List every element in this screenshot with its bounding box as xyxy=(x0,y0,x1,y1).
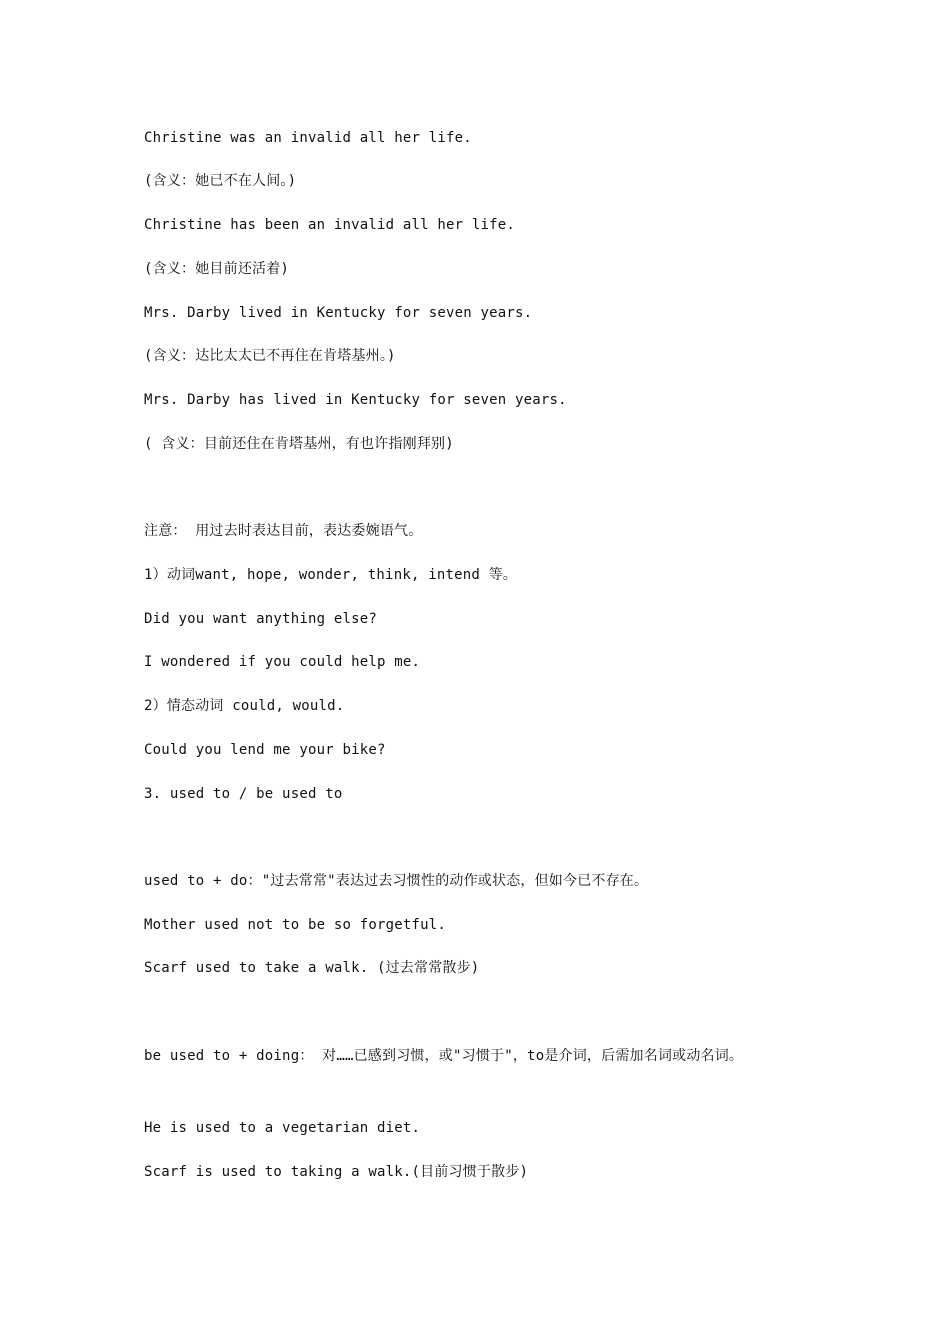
example-sentence: He is used to a vegetarian diet. xyxy=(144,1120,421,1136)
section-heading: 3. used to / be used to xyxy=(144,786,343,802)
example-sentence: Scarf used to take a walk. (过去常常散步) xyxy=(144,960,480,976)
meaning-note: (含义：她目前还活着) xyxy=(144,261,290,277)
example-sentence: Mother used not to be so forgetful. xyxy=(144,917,447,933)
example-sentence: Scarf is used to taking a walk.(目前习惯于散步) xyxy=(144,1164,529,1180)
meaning-note: ( 含义：目前还住在肯塔基州，有也许指刚拜别) xyxy=(144,436,454,452)
example-sentence: Could you lend me your bike? xyxy=(144,742,386,758)
rule-item: be used to + doing： 对……已感到习惯，或"习惯于"，to是介词，后需加名词或动名词。 xyxy=(144,1048,744,1064)
meaning-note: (含义：达比太太已不再住在肯塔基州。) xyxy=(144,348,396,364)
rule-item: used to + do："过去常常"表达过去习惯性的动作或状态，但如今已不存在。 xyxy=(144,873,649,889)
example-sentence: Did you want anything else? xyxy=(144,611,377,627)
example-sentence: Christine has been an invalid all her life. xyxy=(144,217,516,233)
rule-item: 1）动词want, hope, wonder, think, intend 等。 xyxy=(144,567,518,583)
rule-item: 2）情态动词 could, would. xyxy=(144,698,345,714)
example-sentence: Christine was an invalid all her life. xyxy=(144,130,472,146)
example-sentence: Mrs. Darby lived in Kentucky for seven years. xyxy=(144,305,533,321)
example-sentence: I wondered if you could help me. xyxy=(144,654,421,670)
note-heading: 注意： 用过去时表达目前，表达委婉语气。 xyxy=(144,523,423,539)
example-sentence: Mrs. Darby has lived in Kentucky for seven years. xyxy=(144,392,567,408)
meaning-note: (含义：她已不在人间。) xyxy=(144,173,297,189)
